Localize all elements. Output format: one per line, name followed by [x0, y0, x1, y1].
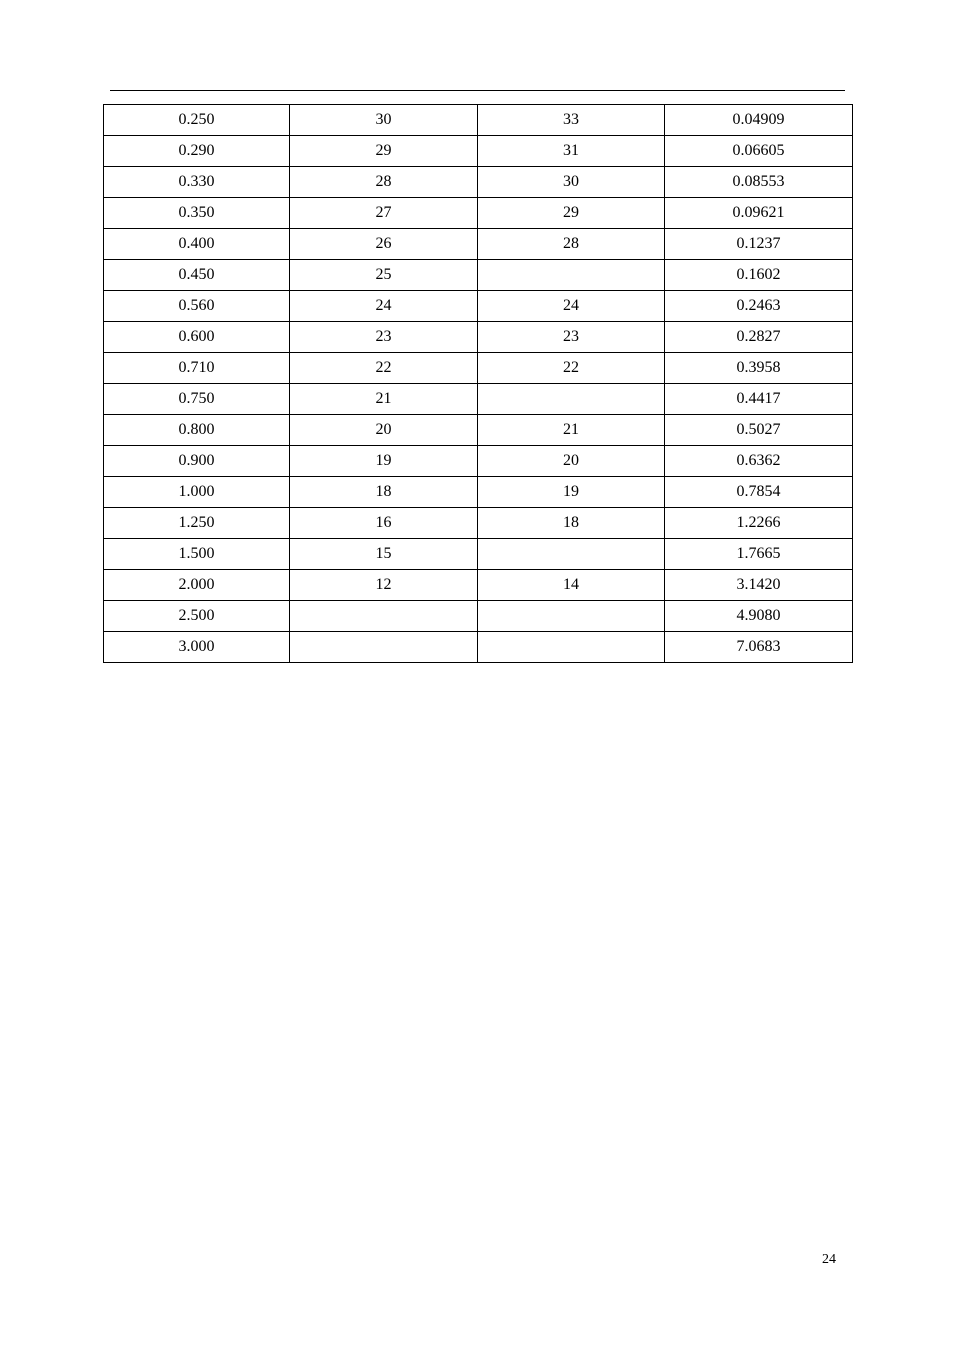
- table-cell: 0.900: [104, 446, 290, 477]
- table-cell: 19: [478, 477, 665, 508]
- table-cell: 0.3958: [665, 353, 853, 384]
- table-cell: 21: [478, 415, 665, 446]
- table-row: [104, 353, 853, 384]
- table-cell: 0.600: [104, 322, 290, 353]
- table-cell: 0.400: [104, 229, 290, 260]
- table-row: [104, 322, 853, 353]
- table-cell: 30: [290, 105, 478, 136]
- table-cell: 33: [478, 105, 665, 136]
- table-cell: 14: [478, 570, 665, 601]
- table-cell: 1.2266: [665, 508, 853, 539]
- table-cell: 30: [478, 167, 665, 198]
- table-cell: 0.1602: [665, 260, 853, 291]
- table-cell: 3.000: [104, 632, 290, 663]
- wire-gauge-table: [103, 104, 853, 663]
- table-cell: 3.1420: [665, 570, 853, 601]
- table-cell: 4.9080: [665, 601, 853, 632]
- table-cell: 0.800: [104, 415, 290, 446]
- table-cell: 29: [290, 136, 478, 167]
- table-cell: 1.000: [104, 477, 290, 508]
- table-cell: 20: [478, 446, 665, 477]
- table-cell: 28: [478, 229, 665, 260]
- table-row: [104, 260, 853, 291]
- table-cell: 22: [290, 353, 478, 384]
- table-cell: 0.5027: [665, 415, 853, 446]
- table-cell: 24: [290, 291, 478, 322]
- table-row: [104, 229, 853, 260]
- table-cell: 23: [478, 322, 665, 353]
- table-cell: 0.710: [104, 353, 290, 384]
- table-cell: 28: [290, 167, 478, 198]
- table-cell: [478, 601, 665, 632]
- table-row: [104, 632, 853, 663]
- table-cell: 0.350: [104, 198, 290, 229]
- table-row: [104, 291, 853, 322]
- table-cell: 0.250: [104, 105, 290, 136]
- table-body: [104, 105, 853, 663]
- table-cell: 0.2463: [665, 291, 853, 322]
- table-cell: 2.500: [104, 601, 290, 632]
- table-row: [104, 167, 853, 198]
- table-cell: 0.290: [104, 136, 290, 167]
- table-cell: 0.1237: [665, 229, 853, 260]
- table-cell: 0.08553: [665, 167, 853, 198]
- table-cell: 0.2827: [665, 322, 853, 353]
- table-cell: 22: [478, 353, 665, 384]
- table-cell: 15: [290, 539, 478, 570]
- table-cell: 20: [290, 415, 478, 446]
- table-cell: 29: [478, 198, 665, 229]
- table-cell: 0.09621: [665, 198, 853, 229]
- table-cell: 1.500: [104, 539, 290, 570]
- table-row: [104, 384, 853, 415]
- table-cell: 23: [290, 322, 478, 353]
- table-row: [104, 570, 853, 601]
- table-cell: 0.06605: [665, 136, 853, 167]
- page-number: 24: [822, 1252, 836, 1267]
- table-cell: 0.4417: [665, 384, 853, 415]
- table-cell: 12: [290, 570, 478, 601]
- table-row: [104, 601, 853, 632]
- table-row: [104, 508, 853, 539]
- table-cell: [290, 601, 478, 632]
- table-cell: 24: [478, 291, 665, 322]
- table-cell: 0.330: [104, 167, 290, 198]
- table-cell: 26: [290, 229, 478, 260]
- header-rule: [110, 90, 845, 91]
- table-cell: 18: [290, 477, 478, 508]
- table-row: [104, 477, 853, 508]
- table-cell: [478, 632, 665, 663]
- table-cell: [290, 632, 478, 663]
- table-cell: 31: [478, 136, 665, 167]
- table-row: [104, 198, 853, 229]
- table-row: [104, 136, 853, 167]
- table-cell: 1.7665: [665, 539, 853, 570]
- table-cell: 0.450: [104, 260, 290, 291]
- table-cell: 0.7854: [665, 477, 853, 508]
- table-cell: 0.6362: [665, 446, 853, 477]
- table-row: [104, 539, 853, 570]
- table-row: [104, 446, 853, 477]
- table-cell: 18: [478, 508, 665, 539]
- table-cell: 0.750: [104, 384, 290, 415]
- table-cell: 19: [290, 446, 478, 477]
- table-row: [104, 105, 853, 136]
- table-cell: 2.000: [104, 570, 290, 601]
- table-cell: 7.0683: [665, 632, 853, 663]
- table-cell: 0.560: [104, 291, 290, 322]
- table-cell: [478, 384, 665, 415]
- table-cell: [478, 539, 665, 570]
- table-cell: [478, 260, 665, 291]
- table-cell: 1.250: [104, 508, 290, 539]
- table-row: [104, 415, 853, 446]
- table-cell: 21: [290, 384, 478, 415]
- table-cell: 0.04909: [665, 105, 853, 136]
- table-cell: 16: [290, 508, 478, 539]
- table-cell: 27: [290, 198, 478, 229]
- table-cell: 25: [290, 260, 478, 291]
